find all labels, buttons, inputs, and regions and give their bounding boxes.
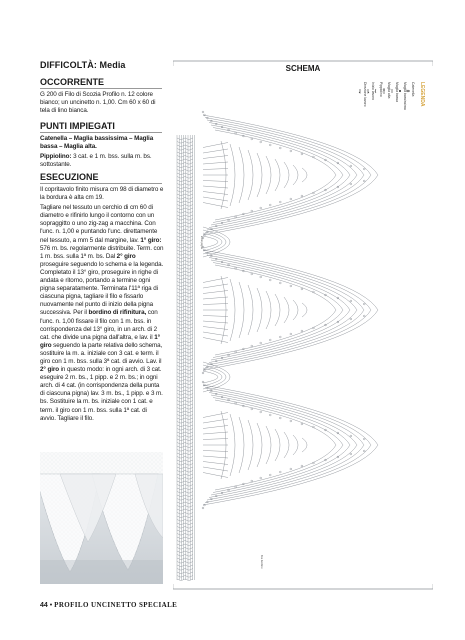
text-run: in questo modo: in ogni arch. di 3 cat. eseguire 2 m. bs., 1 pipp. e 2 m. bs.; in ogni arch. di 4 cat. (in corrispondenza della punta di ciascuna pigna) lav. 3 m. bs., 1 pipp. e 3 m. bs. Sostituire la m. bs. iniziale con 1 cat. e term. il giro con 1 m. bss. sulla 1ª cat. di avvio. Tagliare il filo. (40, 366, 163, 422)
picot (235, 351, 237, 353)
pineapple-fan-row (239, 147, 244, 203)
pineapple-outline (213, 128, 343, 223)
pineapple-spoke (203, 338, 228, 343)
lace-photo-image (40, 452, 163, 584)
text-run: Tagliare nel tessuto un cerchio di cm 60 di diametro e rifinirlo lungo il contorno con un sopraggitto o uno zig-zag a macchina. Con l'unc. n. 1,00 e puntando l'unc. direttamente nel tessuto, a mm 5 dal margine, lav. (40, 204, 158, 244)
picot (301, 465, 303, 467)
picot (350, 453, 352, 455)
pineapple-spoke (203, 432, 228, 434)
note-start: inizio pigna (200, 236, 203, 249)
note-end: fine bordino (260, 555, 263, 569)
pineapple-spoke (203, 143, 228, 148)
pineapple-outline (205, 118, 371, 233)
picot (202, 381, 204, 383)
picot (301, 288, 303, 290)
picot (279, 201, 281, 203)
picot (269, 474, 271, 476)
pineapple-fan-row (230, 414, 235, 476)
picot (363, 303, 365, 305)
pippiolino-label: Pippiolino: (40, 153, 72, 161)
picot (363, 180, 365, 182)
punti-line1: Catenella – Maglia bassissima – Maglia bassa – Maglia alta. (40, 135, 154, 151)
pineapple-spoke (203, 169, 228, 170)
pineapple-outline (207, 255, 364, 365)
pineapple-fan-row (302, 168, 307, 182)
pineapple-outline (209, 393, 357, 498)
pineapple-spoke (203, 419, 228, 423)
text-run-bold: 2° giro (40, 366, 59, 374)
pineapple-spoke (203, 156, 228, 159)
punti-section (40, 121, 164, 169)
picot (290, 198, 292, 200)
picot (301, 330, 303, 332)
picot (260, 411, 262, 413)
picot (260, 207, 262, 209)
pineapple-spoke (203, 149, 228, 153)
picot (251, 480, 253, 482)
pineapple-spoke (203, 181, 228, 182)
chain-arch (203, 368, 222, 386)
pineapple-spoke (203, 451, 228, 452)
pineapple-motifs (202, 111, 378, 509)
pineapple-spoke (203, 473, 228, 478)
picot (235, 132, 237, 134)
occorrente-text: G 200 di Filo di Scozia Profilo n. 12 colore bianco; un uncinetto n. 1,00. Cm 60 x 60 di tela di lino bianca. (40, 91, 156, 115)
picot (350, 300, 352, 302)
pineapple-spoke (203, 278, 228, 283)
pineapple-outline (215, 265, 336, 355)
pineapple-spoke (203, 197, 228, 201)
pineapple-fan-row (248, 420, 253, 470)
pineapple-outline (205, 388, 371, 503)
pineapple-outline (211, 260, 350, 360)
legend-item: Maglia bassissima (403, 82, 407, 110)
pineapple-outline (215, 400, 336, 490)
picot (269, 414, 271, 416)
picot (363, 450, 365, 452)
schema-panel (173, 60, 433, 590)
pineapple-outline (207, 120, 364, 230)
lace-photo (40, 452, 163, 584)
pineapple-fan-row (248, 150, 253, 200)
legend-items (363, 82, 415, 110)
pineapple-spoke (203, 327, 228, 330)
legend-item: Inizio lavoro (371, 82, 375, 101)
picot (260, 342, 262, 344)
text-run-bold: 1° giro: (140, 236, 162, 244)
pineapple-fan-row (293, 300, 298, 320)
pippiolino-desc: 3 cat. e 1 m. bss. sulla m. bs. sottostante. (40, 153, 152, 169)
picot (279, 471, 281, 473)
legend-title: LEGENDA (419, 82, 425, 107)
picot (301, 423, 303, 425)
picot (202, 507, 204, 509)
legend-item: Maglia bassa (395, 82, 399, 102)
legend-item: Maglia alta (387, 82, 391, 99)
text-run-bold: 2° giro (116, 252, 136, 260)
picot (350, 165, 352, 167)
difficulty-label: DIFFICOLTÀ: Media (40, 60, 126, 70)
legend-item: Direzione lavoro (363, 82, 367, 107)
picot (251, 138, 253, 140)
chain-arch (203, 371, 218, 383)
picot (269, 279, 271, 281)
pineapple-outline (213, 263, 343, 358)
base-band (177, 135, 195, 581)
picot (363, 168, 365, 170)
pineapple-outline (211, 125, 350, 225)
pineapple-spoke (203, 284, 228, 288)
picot (290, 420, 292, 422)
picot (301, 195, 303, 197)
page-number: 44 (40, 602, 48, 609)
pineapple-fan-row (284, 297, 289, 323)
esecuzione-title: ESECUZIONE (40, 172, 162, 184)
pineapple-spoke (203, 162, 228, 164)
footer-separator: • (49, 602, 53, 609)
picot (290, 468, 292, 470)
legend-item: Pippiolino (379, 82, 383, 97)
legend (363, 82, 425, 110)
picot (251, 408, 253, 410)
picot (202, 111, 204, 113)
pineapple-outline (215, 130, 336, 220)
picot (260, 141, 262, 143)
pineapple-fan-row (239, 417, 244, 473)
pineapple-fan-row (257, 423, 262, 467)
pineapple-fan-row (266, 156, 271, 194)
pineapple-spoke (203, 321, 228, 323)
pineapple-fan-row (275, 429, 280, 461)
pineapple-spoke (203, 426, 228, 429)
picot (290, 333, 292, 335)
pineapple-spoke (203, 186, 228, 188)
pineapple-outline (211, 395, 350, 495)
pineapple-spoke (203, 203, 228, 208)
picot (290, 150, 292, 152)
pineapple-fan-row (248, 285, 253, 335)
pineapple-outline (209, 258, 357, 363)
pineapple-spoke (203, 439, 228, 440)
picot (260, 477, 262, 479)
pineapple-fan-row (230, 279, 235, 341)
pineapple-spoke (203, 462, 228, 465)
pineapple-fan-row (257, 288, 262, 332)
schema-diagram (173, 60, 433, 590)
pineapple-spoke (203, 304, 228, 305)
magazine-name: PROFILO UNCINETTO SPECIALE (54, 601, 178, 609)
pineapple-fan-row (239, 282, 244, 338)
occorrente-section (40, 77, 164, 115)
picot (350, 435, 352, 437)
text-run-bold: 1° giro (40, 333, 161, 349)
picot (251, 345, 253, 347)
pineapple-spoke (203, 413, 228, 418)
pineapple-fan-row (266, 291, 271, 329)
picot (235, 216, 237, 218)
occorrente-title: OCCORRENTE (40, 77, 162, 89)
esecuzione-p2 (40, 204, 164, 423)
pineapple-spoke (203, 291, 228, 294)
picot (301, 153, 303, 155)
picot (279, 147, 281, 149)
pineapple-outline (209, 123, 357, 228)
pineapple-fan-row (275, 294, 280, 326)
pineapple-fan-row (293, 435, 298, 455)
text-run: con l'unc. n. 1,00 fissare il filo con 1 m. bss. in corrispondenza del 13° giro, in un arch. di 2 cat. che divide una pigna dall'altra, e lav. il (40, 309, 158, 341)
picot (279, 336, 281, 338)
page-footer (40, 601, 177, 609)
pineapple-fan-row (275, 159, 280, 191)
picot (235, 267, 237, 269)
esecuzione-section (40, 172, 164, 423)
picot (279, 282, 281, 284)
pineapple-spoke (203, 316, 228, 317)
picot (269, 144, 271, 146)
pineapple-spoke (203, 297, 228, 299)
pineapple-outline (205, 253, 371, 368)
picot (363, 315, 365, 317)
pineapple-fan-row (257, 153, 262, 197)
pineapple-fan-row (230, 144, 235, 206)
pineapple-fan-row (293, 165, 298, 185)
text-run: 576 m. bs. regolarmente distribuite. Term. con 1 m. bss. sulla 1ª m. bs. Dal (40, 244, 164, 260)
schema-title: SCHEMA (285, 64, 321, 73)
picot (202, 372, 204, 374)
picot (260, 276, 262, 278)
picot (235, 402, 237, 404)
picot (251, 273, 253, 275)
pineapple-fan-row (284, 432, 289, 458)
pineapple-spoke (203, 192, 228, 195)
picot (290, 285, 292, 287)
text-run-bold: bordino di rifinitura, (88, 309, 147, 317)
picot (251, 210, 253, 212)
pineapple-outline (213, 398, 343, 493)
chain-arch (203, 233, 222, 251)
picot (350, 183, 352, 185)
esecuzione-p1: Il copritavolo finito misura cm 98 di diametro e la bordura è alta cm 19. (40, 186, 164, 202)
picot (350, 318, 352, 320)
punti-title: PUNTI IMPIEGATI (40, 121, 162, 133)
picot (269, 204, 271, 206)
legend-item: Catenella (411, 82, 415, 97)
chain-arch (203, 236, 218, 248)
pineapple-spoke (203, 467, 228, 471)
picot (279, 417, 281, 419)
punti-line2 (40, 153, 164, 169)
pineapple-outline (207, 390, 364, 500)
picot (269, 339, 271, 341)
picot (235, 486, 237, 488)
pineapple-fan-row (302, 303, 307, 317)
pineapple-fan-row (284, 162, 289, 188)
pineapple-fan-row (266, 426, 271, 464)
pineapple-spoke (203, 332, 228, 336)
pineapple-spoke (203, 456, 228, 458)
pineapple-fan-row (302, 438, 307, 452)
text-run: proseguire seguendo lo schema e la legenda. Completato il 13° giro, proseguire in righe di andata e ritorno, portando a termine ogni pigna separatamente. Terminata l'11ª riga di ciascuna pigna, tagliare il filo e fissarlo nuovamente nel punto di inizio della pigna successiva. Per il (40, 260, 164, 317)
frame-ticks (173, 61, 433, 589)
text-run: seguendo la parte relativa dello schema, sostituire la m. a. iniziale con 3 cat. e term. il giro con 1 m. bss. sulla 3ª cat. di avvio. Lav. il (40, 341, 163, 365)
picot (363, 438, 365, 440)
